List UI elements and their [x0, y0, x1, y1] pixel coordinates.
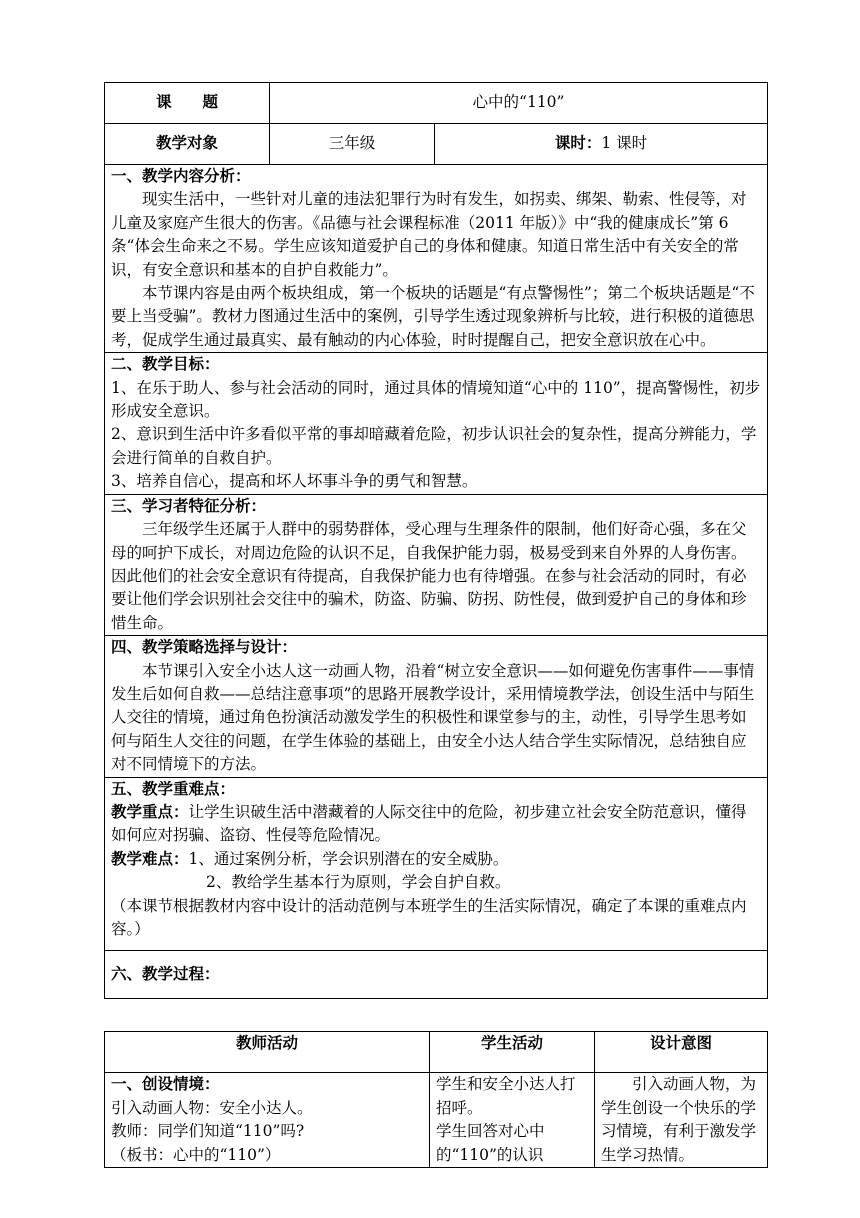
- note: （本课节根据教材内容中设计的活动范例与本班学生的生活实际情况，确定了本课的重难点内容。）: [111, 896, 747, 938]
- paragraph: 本节课引入安全小达人这一动画人物，沿着“树立安全意识——如何避免伤害事件——事情发生后如何自救——总结注意事项”的思路开展教学设计，采用情境教学法，创设生活中与陌生人交往的情境，通过角色扮演活动激发学生的积极性和课堂参与的主，动性，引导学生思考如何与陌生人交往的问题，在学生体验的基础上，由安全小达人结合学生实际情况，总结独自应对不同情境下的方法。: [111, 661, 755, 774]
- hard-point: [111, 848, 761, 871]
- col-teacher: 教师活动: [105, 1032, 430, 1073]
- teacher-line: 教师：同学们知道“110”吗?: [111, 1122, 305, 1141]
- step-title: 一、创设情境：: [111, 1075, 220, 1094]
- key-label: 教学重点：: [111, 802, 189, 821]
- topic-value: 心中的“110”: [270, 83, 768, 124]
- lesson-plan-table: [104, 82, 768, 999]
- paragraph: 现实生活中，一些针对儿童的违法犯罪行为时有发生，如拐卖、绑架、勒索、性侵等，对儿童及家庭产生很大的伤害。《品德与社会课程标准（2011 年版）》中“我的健康成长”第 6 条“体会生命来之不易。学生应该知道爱护自己的身体和健康。知道日常生活中有关安全的常识，有安全意识和基本的自护自救能力”。: [111, 190, 747, 279]
- objective-item: 2、意识到生活中许多看似平常的事却暗藏着危险，初步认识社会的复杂性，提高分辨能力，学会进行简单的自救自护。: [111, 425, 757, 467]
- period-cell: [435, 124, 768, 165]
- teacher-activity: [105, 1073, 430, 1168]
- section-key-points: [105, 777, 768, 951]
- lesson-plan-document: [104, 82, 767, 1168]
- process-table: [104, 1031, 768, 1168]
- student-line: 学生和安全小达人打招呼。: [436, 1075, 576, 1117]
- period-value: 1 课时: [601, 134, 648, 153]
- paragraph: 三年级学生还属于人群中的弱势群体，受心理与生理条件的限制，他们好奇心强，多在父母的呵护下成长，对周边危险的认识不足，自我保护能力弱，极易受到来自外界的人身伤害。因此他们的社会安全意识有待提高，自我保护能力也有待增强。在参与社会活动的同时，有必要让他们学会识别社会交往中的骗术，防盗、防骗、防拐、防性侵，做到爱护自己的身体和珍惜生命。: [111, 520, 747, 632]
- section-strategy: [105, 636, 768, 777]
- section-learner-analysis: [105, 494, 768, 635]
- hard-text-1: 1、通过案例分析，学会识别潜在的安全威胁。: [188, 849, 509, 868]
- col-design: 设计意图: [595, 1032, 768, 1073]
- student-activity: [430, 1073, 595, 1168]
- paragraph: 本节课内容是由两个板块组成，第一个板块的话题是“有点警惕性”；第二个板块话题是“不要上当受骗”。教材力图通过生活中的案例，引导学生透过现象辨析与比较，进行积极的道德思考，促成学生通过最真实、最有触动的内心体验，时时提醒自己，把安全意识放在心中。: [111, 284, 755, 349]
- audience-value: 三年级: [270, 124, 435, 165]
- design-text: 引入动画人物，为学生创设一个快乐的学习情境，有利于激发学生学习热情。: [601, 1075, 757, 1164]
- topic-label: 课 题: [105, 83, 270, 124]
- section-title: 六、教学过程：: [111, 965, 220, 984]
- section-title: 五、教学重难点：: [111, 779, 236, 798]
- key-text: 让学生识破生活中潜藏着的人际交往中的危险，初步建立社会安全防范意识，懂得如何应对拐骗、盗窃、性侵等危险情况。: [111, 802, 747, 845]
- hard-text-2: 2、教给学生基本行为原则，学会自护自救。: [206, 873, 511, 892]
- teacher-line: （板书：心中的“110”）: [111, 1145, 281, 1164]
- hard-label: 教学难点：: [111, 849, 189, 868]
- topic-row: [105, 83, 768, 124]
- audience-row: [105, 124, 768, 165]
- section-process: [105, 951, 768, 999]
- objective-item: 1、在乐于助人、参与社会活动的同时，通过具体的情境知道“心中的 110”，提高警惕性，初步形成安全意识。: [111, 378, 761, 421]
- objective-item: 3、培养自信心，提高和坏人坏事斗争的勇气和智慧。: [111, 472, 478, 491]
- section-objectives: [105, 353, 768, 494]
- teacher-line: 引入动画人物：安全小达人。: [111, 1098, 313, 1117]
- col-student: 学生活动: [430, 1032, 595, 1073]
- key-point: [111, 801, 761, 848]
- section-title: 二、教学目标：: [111, 355, 220, 374]
- student-line: 学生回答对心中的“110”的认识: [436, 1122, 545, 1164]
- section-title: 四、教学策略选择与设计：: [111, 638, 298, 657]
- audience-label: 教学对象: [105, 124, 270, 165]
- period-label: 课时：: [554, 134, 602, 153]
- section-content-analysis: [105, 165, 768, 353]
- section-title: 一、教学内容分析：: [111, 167, 251, 185]
- section-title: 三、学习者特征分析：: [111, 496, 267, 515]
- design-intent: [595, 1073, 768, 1168]
- process-header-row: [105, 1032, 768, 1073]
- process-row: [105, 1073, 768, 1168]
